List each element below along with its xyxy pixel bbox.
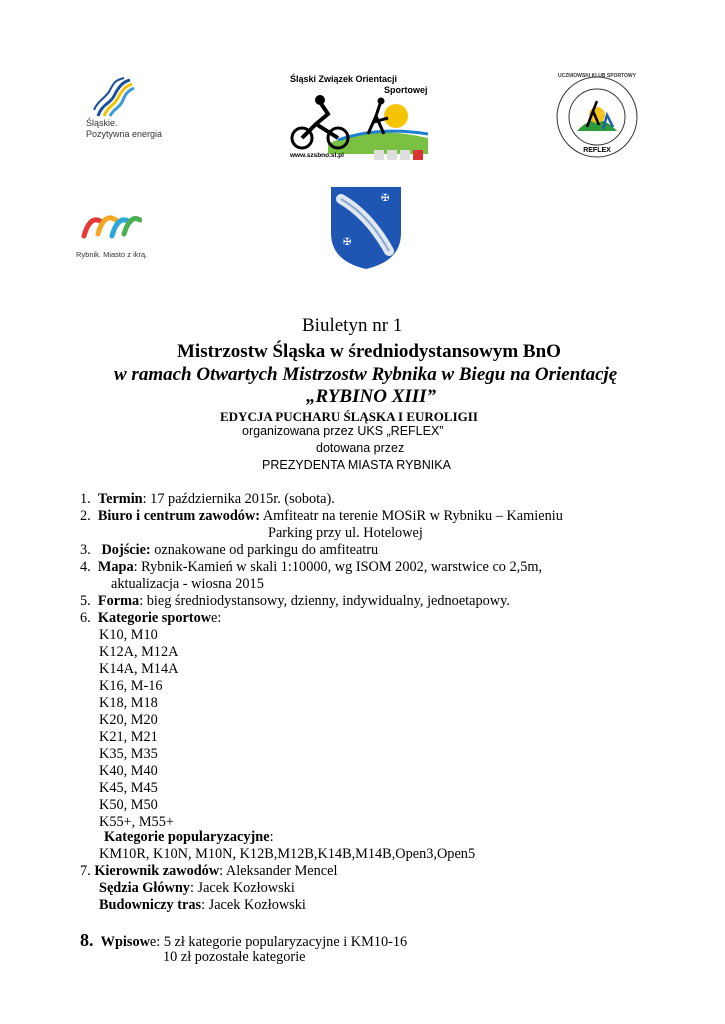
item-label: Mapa — [97, 559, 134, 575]
slaskie-emblem — [92, 76, 136, 120]
rybnik-logo — [76, 208, 156, 264]
slaskie-line1: Śląskie. — [86, 118, 118, 128]
item-label: Dojście: — [101, 542, 151, 558]
item-5 — [80, 593, 510, 610]
item-text: e: 5 zł kategorie popularyzacyjne i KM10-16 — [149, 934, 408, 950]
judge-text: : Jacek Kozłowski — [189, 880, 295, 896]
category-item: K35, M35 — [99, 746, 158, 762]
item-text: : Aleksander Mencel — [219, 863, 338, 879]
uks-bottom-text: REFLEX — [583, 147, 611, 154]
category-item: K16, M-16 — [99, 678, 163, 694]
builder-line — [99, 897, 306, 914]
category-item: K21, M21 — [99, 729, 158, 745]
edition-line: EDYCJA PUCHARU ŚLĄSKA I EUROLIGII — [220, 409, 478, 424]
popular-label: Kategorie popularyzacyjne — [104, 829, 270, 845]
item-number: 2. — [80, 508, 91, 524]
szos-icons — [374, 150, 430, 160]
judge-line — [99, 880, 295, 897]
funded-line: dotowana przez — [316, 441, 405, 455]
category-item: K20, M20 — [99, 712, 158, 728]
cyclist-runner-graphic — [288, 94, 428, 154]
event-name: „RYBINO XIII” — [306, 386, 437, 407]
category-item: K12A, M12A — [99, 644, 179, 660]
category-item: K50, M50 — [99, 797, 158, 813]
item-text: : 17 października 2015r. (sobota). — [142, 491, 335, 507]
item-6 — [80, 610, 221, 627]
szos-logo — [286, 74, 432, 162]
item-2 — [80, 508, 563, 525]
category-item: K40, M40 — [99, 763, 158, 779]
popular-colon: : — [269, 829, 274, 845]
rybnik-crest-icon — [329, 185, 403, 271]
uks-ring-text: UCZNIOWSKI KLUB SPORTOWY — [558, 73, 636, 79]
sponsor-line: PREZYDENTA MIASTA RYBNIKA — [262, 458, 451, 472]
item-number: 1. — [80, 491, 91, 507]
championship-title: Mistrzostw Śląska w średniodystansowym BnO — [177, 341, 561, 362]
szos-line2: Sportowej — [384, 85, 428, 95]
organizer-line: organizowana przez UKS „REFLEX” — [242, 424, 444, 438]
svg-text:✠: ✠ — [381, 193, 390, 204]
item-label: Termin — [97, 491, 143, 507]
slaskie-line2: Pozytywna energia — [86, 129, 163, 139]
category-item: K10, M10 — [99, 627, 158, 643]
item-number: 3. — [80, 542, 91, 558]
popular-categories-list: KM10R, K10N, M10N, K12B,M12B,K14B,M14B,Open3,Open5 — [99, 846, 476, 862]
item-4-continuation: aktualizacja - wiosna 2015 — [111, 576, 264, 592]
coat-of-arms — [329, 185, 403, 271]
item-number: 4. — [80, 559, 91, 575]
item-label: Biuro i centrum zawodów: — [97, 508, 261, 524]
item-text: oznakowane od parkingu do amfiteatru — [150, 542, 379, 558]
item-label: Wpisow — [100, 934, 150, 950]
uks-reflex-logo — [555, 75, 639, 159]
item-2-continuation: Parking przy ul. Hotelowej — [268, 525, 423, 541]
builder-text: : Jacek Kozłowski — [201, 897, 306, 913]
category-item: K18, M18 — [99, 695, 158, 711]
svg-text:✠: ✠ — [343, 237, 352, 248]
rybnik-fish-icon — [80, 208, 142, 242]
szos-url[interactable]: www.szsbno.sl.pl — [290, 152, 344, 159]
event-subtitle: w ramach Otwartych Mistrzostw Rybnika w Biegu na Orientację — [114, 364, 618, 385]
item-4 — [80, 559, 542, 576]
popular-categories-heading — [104, 829, 274, 846]
item-7 — [80, 863, 337, 880]
item-text: : bieg średniodystansowy, dzienny, indywidualny, jednoetapowy. — [139, 593, 510, 609]
item-label: Kierownik zawodów — [94, 863, 220, 879]
item-label: Forma — [97, 593, 140, 609]
judge-label: Sędzia Główny — [99, 880, 190, 896]
item-label-suffix: e: — [211, 610, 222, 626]
item-text: : Rybnik-Kamień w skali 1:10000, wg ISOM 2002, warstwice co 2,5m, — [133, 559, 543, 575]
bulletin-title: Biuletyn nr 1 — [302, 315, 403, 336]
slaskie-logo — [86, 76, 166, 142]
category-list — [99, 627, 178, 831]
item-3 — [80, 542, 378, 559]
szos-line1: Śląski Związek Orientacji — [290, 74, 398, 84]
item-number: 5. — [80, 593, 91, 609]
item-label: Kategorie sportow — [97, 610, 212, 626]
category-item: K45, M45 — [99, 780, 158, 796]
item-number: 8. — [80, 930, 94, 950]
item-text: Amfiteatr na terenie MOSiR w Rybniku – Kamieniu — [260, 508, 563, 524]
rybnik-slogan: Rybnik. Miasto z ikrą. — [76, 250, 148, 259]
item-8-continuation: 10 zł pozostałe kategorie — [163, 949, 306, 965]
item-number: 6. — [80, 610, 91, 626]
item-number: 7. — [80, 863, 91, 879]
builder-label: Budowniczy tras — [99, 897, 202, 913]
item-1 — [80, 491, 335, 508]
category-item: K55+, M55+ — [99, 814, 174, 830]
category-item: K14A, M14A — [99, 661, 179, 677]
